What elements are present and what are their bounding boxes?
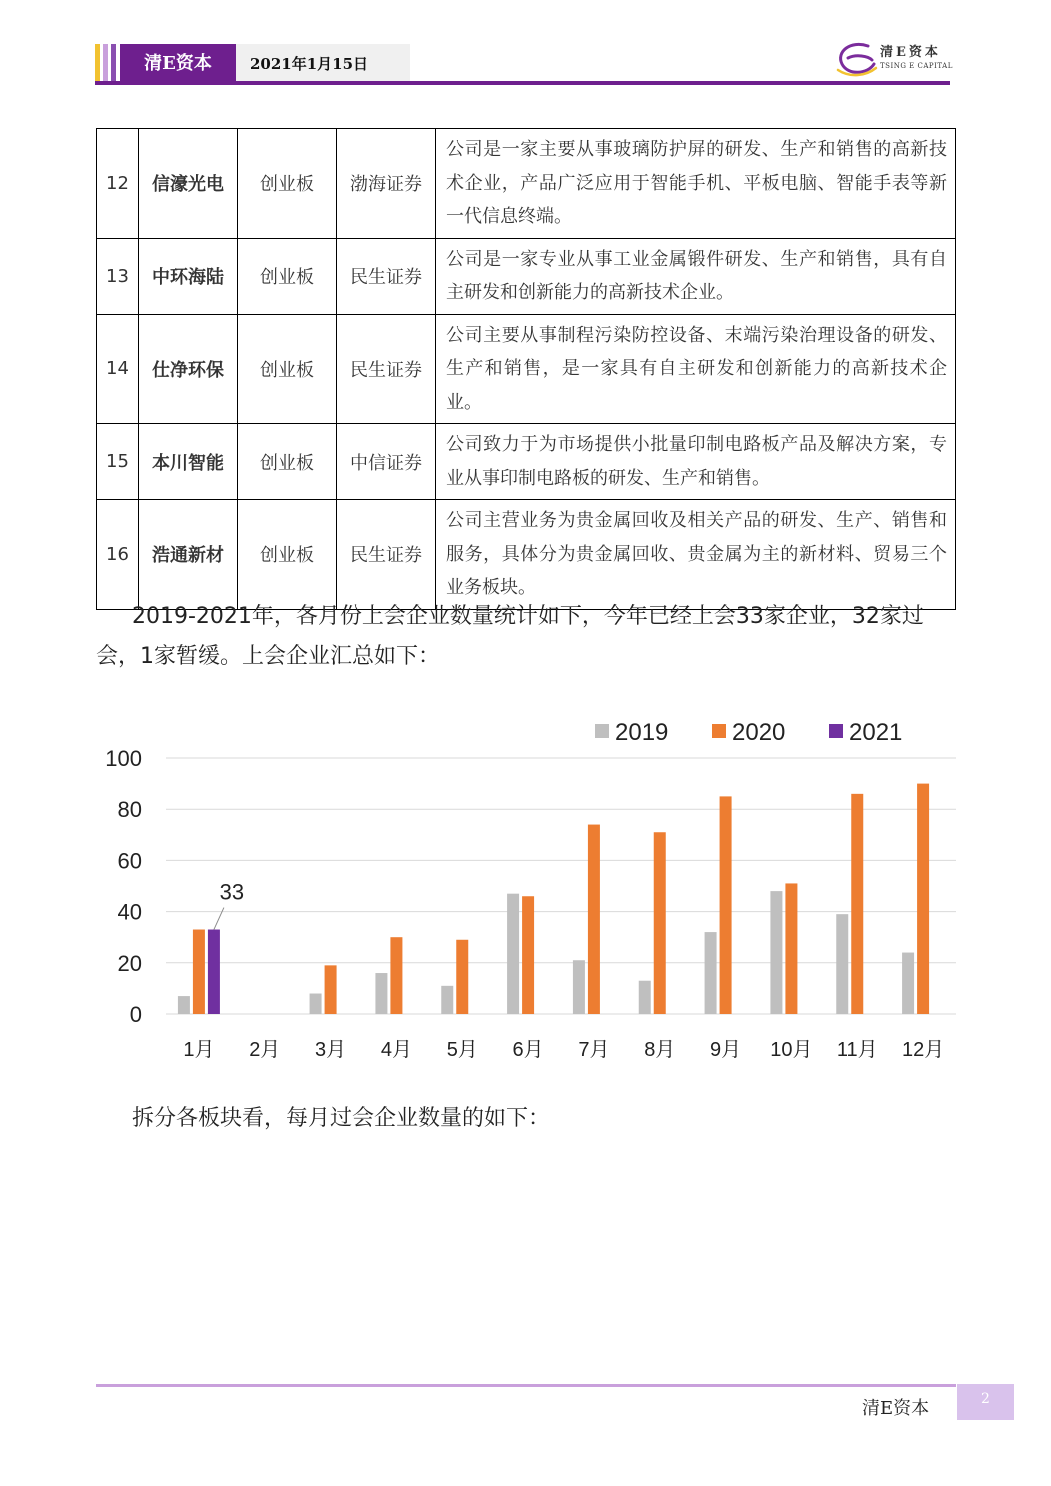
listing-board: 创业板 bbox=[238, 314, 337, 424]
bar-2019-11 bbox=[836, 914, 848, 1014]
bar-2019-6 bbox=[507, 894, 519, 1014]
sponsor-broker: 民生证券 bbox=[337, 238, 436, 314]
y-tick-label: 80 bbox=[117, 797, 142, 823]
legend-swatch-2019 bbox=[595, 724, 609, 738]
breakdown-paragraph: 拆分各板块看，每月过会企业数量的如下： bbox=[132, 1106, 551, 1131]
bar-2020-8 bbox=[654, 832, 666, 1014]
table-row bbox=[97, 129, 956, 239]
listing-board: 创业板 bbox=[238, 500, 337, 610]
header-accent-bar-yellow bbox=[95, 44, 100, 84]
x-tick-label: 8月 bbox=[644, 1039, 676, 1061]
row-number: 12 bbox=[97, 129, 139, 239]
row-number: 14 bbox=[97, 314, 139, 424]
footer-divider bbox=[96, 1384, 956, 1387]
sponsor-broker: 民生证券 bbox=[337, 500, 436, 610]
company-name: 中环海陆 bbox=[139, 238, 238, 314]
table-row bbox=[97, 238, 956, 314]
footer-brand: 清E资本 bbox=[862, 1398, 930, 1419]
bar-2019-5 bbox=[441, 986, 453, 1014]
bar-2020-5 bbox=[456, 940, 468, 1014]
annotation-leader bbox=[214, 908, 224, 930]
x-tick-label: 7月 bbox=[578, 1039, 610, 1061]
header-accent-bar-lilac bbox=[103, 44, 108, 84]
company-name: 仕净环保 bbox=[139, 314, 238, 424]
row-number: 13 bbox=[97, 238, 139, 314]
bar-2019-8 bbox=[639, 981, 651, 1014]
x-tick-label: 6月 bbox=[512, 1039, 544, 1061]
monthly-ipo-review-chart bbox=[90, 700, 970, 1080]
sponsor-broker: 渤海证券 bbox=[337, 129, 436, 239]
x-tick-label: 12月 bbox=[901, 1039, 945, 1061]
bar-2020-7 bbox=[588, 825, 600, 1014]
bar-2020-1 bbox=[193, 930, 205, 1014]
header-date: 2021年1月15日 bbox=[236, 44, 410, 84]
row-number: 16 bbox=[97, 500, 139, 610]
y-tick-label: 100 bbox=[105, 746, 142, 771]
x-tick-label: 1月 bbox=[183, 1039, 215, 1061]
bar-2020-4 bbox=[390, 937, 402, 1014]
legend-swatch-2021 bbox=[829, 724, 843, 738]
sponsor-broker: 中信证券 bbox=[337, 424, 436, 500]
logo-text-en: TSING E CAPITAL bbox=[880, 62, 953, 70]
company-description: 公司是一家专业从事工业金属锻件研发、生产和销售，具有自主研发和创新能力的高新技术企业。 bbox=[436, 238, 956, 314]
x-tick-label: 9月 bbox=[710, 1039, 742, 1061]
logo-text-cn: 清E资本 bbox=[880, 45, 941, 60]
bar-2019-10 bbox=[770, 891, 782, 1014]
x-tick-label: 3月 bbox=[315, 1039, 347, 1061]
data-label-2021-jan: 33 bbox=[219, 879, 245, 905]
company-name: 本川智能 bbox=[139, 424, 238, 500]
page-number: 2 bbox=[957, 1384, 1014, 1420]
listing-board: 创业板 bbox=[238, 238, 337, 314]
x-tick-label: 4月 bbox=[380, 1039, 412, 1061]
x-tick-label: 2月 bbox=[249, 1039, 281, 1061]
legend-label-2021: 2021 bbox=[849, 719, 903, 746]
legend-label-2020: 2020 bbox=[732, 719, 786, 746]
listing-board: 创业板 bbox=[238, 424, 337, 500]
y-tick-label: 60 bbox=[117, 848, 142, 874]
table-row bbox=[97, 424, 956, 500]
bar-2019-7 bbox=[573, 960, 585, 1014]
bar-2021-1 bbox=[208, 930, 220, 1014]
header-divider bbox=[95, 81, 950, 85]
bar-2020-12 bbox=[917, 784, 929, 1014]
x-tick-label: 10月 bbox=[770, 1039, 813, 1061]
bar-2020-6 bbox=[522, 896, 534, 1014]
company-description: 公司主要从事制程污染防控设备、末端污染治理设备的研发、生产和销售，是一家具有自主研发和创新能力的高新技术企业。 bbox=[436, 314, 956, 424]
company-description: 公司致力于为市场提供小批量印制电路板产品及解决方案，专业从事印制电路板的研发、生产和销售。 bbox=[436, 424, 956, 500]
y-tick-label: 40 bbox=[117, 899, 142, 925]
bar-2020-9 bbox=[720, 796, 732, 1014]
table-row bbox=[97, 500, 956, 610]
header-accent-bar-purple bbox=[111, 44, 116, 84]
legend-swatch-2020 bbox=[712, 724, 726, 738]
company-name: 信濠光电 bbox=[139, 129, 238, 239]
bar-2019-9 bbox=[705, 932, 717, 1014]
summary-paragraph: 2019-2021年，各月份上会企业数量统计如下，今年已经上会33家企业，32家过会，1家暂缓。上会企业汇总如下： bbox=[96, 604, 924, 669]
y-tick-label: 0 bbox=[129, 1002, 142, 1027]
ipo-company-table bbox=[96, 128, 956, 610]
bar-2019-4 bbox=[375, 973, 387, 1014]
y-tick-label: 20 bbox=[117, 950, 142, 976]
bar-2020-3 bbox=[325, 965, 337, 1014]
legend-label-2019: 2019 bbox=[615, 719, 669, 746]
sponsor-broker: 民生证券 bbox=[337, 314, 436, 424]
company-name: 浩通新材 bbox=[139, 500, 238, 610]
row-number: 15 bbox=[97, 424, 139, 500]
x-tick-label: 11月 bbox=[836, 1039, 878, 1061]
bar-2019-12 bbox=[902, 953, 914, 1014]
header-brand: 清E资本 bbox=[120, 44, 236, 84]
bar-2020-10 bbox=[785, 883, 797, 1014]
bar-2020-11 bbox=[851, 794, 863, 1014]
company-description: 公司是一家主要从事玻璃防护屏的研发、生产和销售的高新技术企业，产品广泛应用于智能手机、平板电脑、智能手表等新一代信息终端。 bbox=[436, 129, 956, 239]
listing-board: 创业板 bbox=[238, 129, 337, 239]
x-tick-label: 5月 bbox=[446, 1039, 478, 1061]
bar-2019-3 bbox=[310, 994, 322, 1014]
bar-2019-1 bbox=[178, 996, 190, 1014]
company-description: 公司主营业务为贵金属回收及相关产品的研发、生产、销售和服务，具体分为贵金属回收、贵金属为主的新材料、贸易三个业务板块。 bbox=[436, 500, 956, 610]
table-row bbox=[97, 314, 956, 424]
